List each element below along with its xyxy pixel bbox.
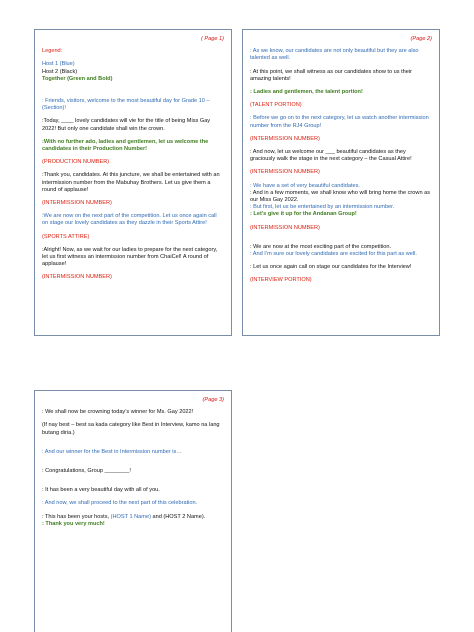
page-number: ( Page 1) [200, 36, 224, 42]
host1-name-placeholder: (HOST 1 Name) [110, 513, 151, 520]
legend-together: Together (Green and Bold) [42, 75, 113, 82]
line-host2: : Let us once again call on stage our candidates for the Interview! [250, 264, 412, 271]
line-host2: : We shall now be crowning today’s winner for Ms. Gay 2022! [42, 409, 194, 416]
cue-production: (PRODUCTION NUMBER) [42, 159, 110, 166]
line-host1: : And now, we shall proceed to the next part of this celebration. [42, 500, 198, 507]
legend-host2: Host 2 (Black) [42, 68, 78, 75]
script-page-1 [34, 29, 232, 336]
line-host1: : We have a set of very beautiful candidates. [250, 182, 360, 189]
line-host1: : Friends, visitors, welcome to the most beautiful day for Grade 10 – (Section)! [42, 98, 210, 112]
script-page-2 [242, 29, 440, 336]
note: (If nay best – best sa kada category like Best in Interview, kamo na lang butang diria.) [42, 422, 220, 436]
legend-heading: Legend: [42, 48, 63, 55]
line-host1: : As we know, our candidates are not only beautiful but they are also talented as well. [250, 48, 419, 62]
page-number: (Page 2) [410, 36, 432, 42]
line-host2: : And in a few moments, we shall know who will bring home the crown as our Miss Gay 2022. [250, 189, 431, 204]
line-host2: : And now, let us welcome our ___ beautiful candidates as they graciously walk the stage in the next category – the Casual Attire! [250, 149, 412, 163]
cue-intermission: (INTERMISSION NUMBER) [250, 135, 320, 142]
line-host2: :Today, ____ lovely candidates will vie for the title of being Miss Gay 2022! But only one candidate shall win the crown. [42, 118, 211, 132]
line-together: : Thank you very much! [42, 520, 105, 527]
cue-intermission: (INTERMISSION NUMBER) [42, 274, 112, 281]
cue-intermission: (INTERMISSION NUMBER) [42, 200, 112, 207]
line-host2 [42, 514, 224, 521]
line-host1: : And our winner for the Best in Intermission number is… [42, 448, 182, 455]
line-host2: : Congratulations, Group ________! [42, 468, 131, 475]
page-number: (Page 3) [202, 397, 224, 403]
hosts-line-start: : This has been your hosts, [42, 513, 111, 520]
line-host2: : We are now at the most exciting part of the competition. [250, 243, 392, 250]
hosts-line-end: and (HOST 2 Name). [150, 513, 206, 520]
line-host2: : At this point, we shall witness as our candidates show to us their amazing talents! [250, 68, 412, 82]
line-host1: : Before we go on to the next category, let us watch another intermission number from the RJ4 Group! [250, 115, 429, 129]
line-host2: : It has been a very beautiful day with all of you. [42, 487, 160, 494]
cue-intermission: (INTERMISSION NUMBER) [250, 169, 320, 176]
cue-interview: (INTERVIEW PORTION) [250, 277, 312, 284]
cue-talent: (TALENT PORTION) [250, 102, 302, 109]
line-together: :With no further ado, ladies and gentlemen, let us welcome the candidates in their Production Number! [42, 138, 209, 153]
line-together: : Ladies and gentlemen, the talent portion! [250, 89, 363, 96]
line-together: : Let’s give it up for the Andanan Group! [250, 211, 357, 218]
line-host2: :Alright! Now, as we wait for our ladies to prepare for the next category, let us first witness an intermission number from ChaiCel! A round of applause! [42, 246, 218, 268]
script-page-3 [34, 390, 232, 632]
line-host1: :We are now on the next part of the competition. Let us once again call on stage our lovely candidates as they dazzle in their Sports Attire! [42, 213, 217, 227]
line-host1: : And I’m sure our lovely candidates are excited for this part as well. [250, 251, 417, 258]
cue-intermission: (INTERMISSION NUMBER) [250, 224, 320, 231]
line-host2: :Thank you, candidates. At this juncture, we shall be entertained with an intermission number from the Mabuhay Brothers. Let us give them a round of applause! [42, 172, 220, 193]
line-host1: : But first, let us be entertained by an intermission number. [250, 204, 395, 211]
legend-host1: Host 1 (Blue) [42, 61, 75, 68]
cue-sports-attire: (SPORTS ATTIRE) [42, 233, 90, 240]
